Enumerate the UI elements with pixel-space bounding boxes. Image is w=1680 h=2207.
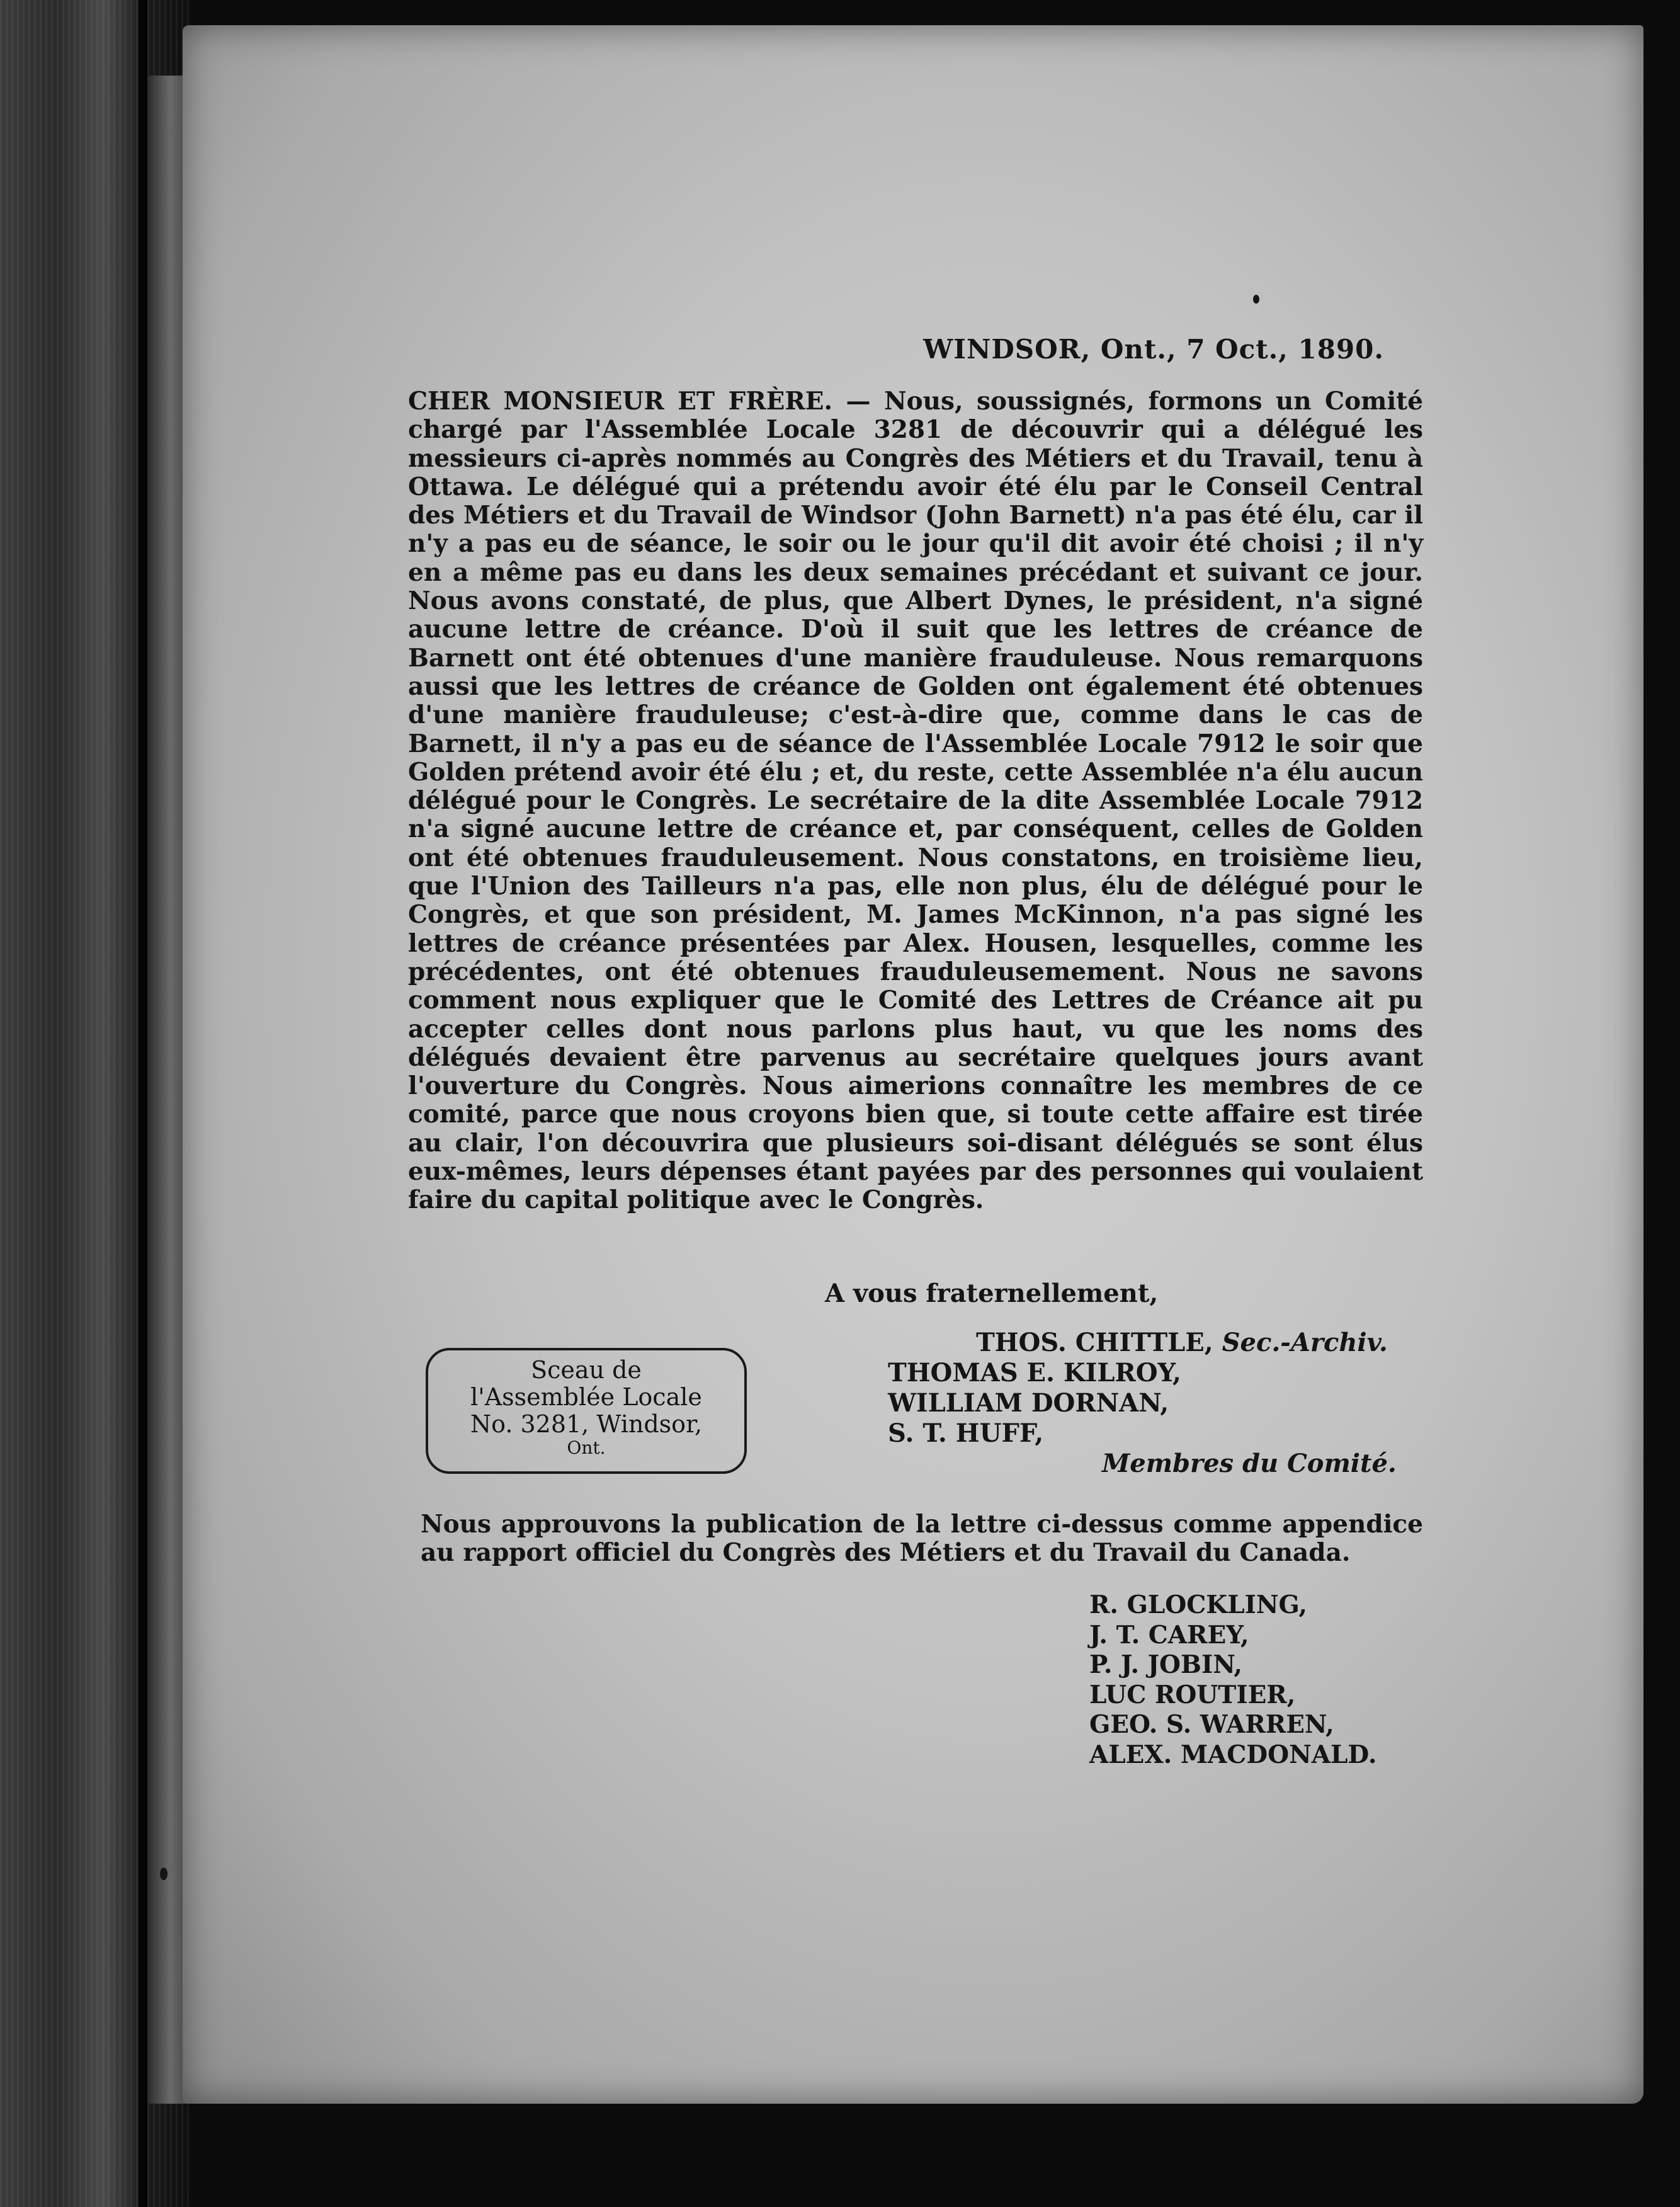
seal-box	[426, 1348, 747, 1474]
binding-edge	[139, 0, 147, 2207]
committee-label: Membres du Comité.	[1102, 1449, 1397, 1478]
signatory: S. T. HUFF,	[888, 1418, 1044, 1448]
signatory-title: Sec.-Archiv.	[1222, 1328, 1388, 1357]
approver: P. J. JOBIN,	[1089, 1650, 1242, 1679]
approver: LUC ROUTIER,	[1089, 1680, 1296, 1709]
dateline: WINDSOR, Ont., 7 Oct., 1890.	[923, 334, 1384, 365]
ink-speck	[1253, 295, 1259, 304]
approver: GEO. S. WARREN,	[1089, 1710, 1334, 1739]
approver: ALEX. MACDONALD.	[1089, 1740, 1377, 1769]
signatory: THOMAS E. KILROY,	[888, 1358, 1181, 1388]
approver: J. T. CAREY,	[1089, 1620, 1249, 1650]
approver: R. GLOCKLING,	[1089, 1590, 1308, 1619]
approver-list	[1089, 1590, 1376, 1770]
signature-block	[888, 1328, 1388, 1449]
seal-line-3: No. 3281, Windsor,	[470, 1410, 703, 1438]
signatory: WILLIAM DORNAN,	[888, 1388, 1169, 1418]
seal-line-1: Sceau de	[531, 1356, 642, 1384]
letter-text: — Nous, soussignés, formons un Comité chargé par l'Assemblée Locale 3281 de découvrir qui a délégué les messieurs ci-après nommés au Congrès des Métiers et du Travail, tenu à Ottawa. Le délégué qui a prétendu avoir été élu par le Conseil Central des Métiers et du Travail de Windsor (John Barnett) n'a pas été élu, car il n'y a pas eu de séance, le soir ou le jour qu'il dit avoir été choisi ; il n'y en a même pas eu dans les deux semaines précédant et suivant ce jour. Nous avons constaté, de plus, que Albert Dynes, le président, n'a signé aucune lettre de créance. D'où il suit que les lettres de créance de Barnett ont été obtenues d'une manière frauduleuse. Nous remarquons aussi que les lettres de créance de Golden ont également été obtenues d'une manière frauduleuse; c'est-à-dire que, comme dans le cas de Barnett, il n'y a pas eu de séance de l'Assemblée Locale 7912 le soir que Golden prétend avoir été élu ; et, du reste, cette Assemblée n'a élu aucun délégué pour le Congrès. Le secrétaire de la dite Assemblée Locale 7912 n'a signé aucune lettre de créance et, par conséquent, celles de Golden ont été obtenues frauduleusement. Nous constatons, en troisième lieu, que l'Union des Tailleurs n'a pas, elle non plus, élu de délégué pour le Congrès, et que son président, M. James McKinnon, n'a pas signé les lettres de créance présentées par Alex. Housen, lesquelles, comme les précédentes, ont été obtenues frauduleusemement. Nous ne savons comment nous expliquer que le Comité des Lettres de Créance ait pu accepter celles dont nous parlons plus haut, vu que les noms des délégués devaient être parvenus au secrétaire quelques jours avant l'ouverture du Congrès. Nous aimerions connaître les membres de ce comité, parce que nous croyons bien que, si toute cette affaire est tirée au clair, l'on découvrira que plusieurs soi-disant délégués se sont élus eux-mêmes, leurs dépenses étant payées par des personnes qui voulaient faire du capital politique avec le Congrès.	[408, 387, 1423, 1215]
letter-body	[408, 387, 1423, 1215]
approval-paragraph: Nous approuvons la publication de la lettre ci-dessus comme appendice au rapport officiel du Congrès des Métiers et du Travail du Canada.	[421, 1510, 1423, 1567]
signatory-name: THOS. CHITTLE,	[976, 1328, 1213, 1357]
ink-speck	[160, 1868, 167, 1880]
seal-line-2: l'Assemblée Locale	[470, 1383, 702, 1411]
salutation: CHER MONSIEUR ET FRÈRE.	[408, 387, 833, 416]
seal-line-4: Ont.	[567, 1437, 606, 1458]
signatory-secretary	[888, 1328, 1388, 1358]
letter-closing: A vous fraternellement,	[825, 1279, 1159, 1308]
